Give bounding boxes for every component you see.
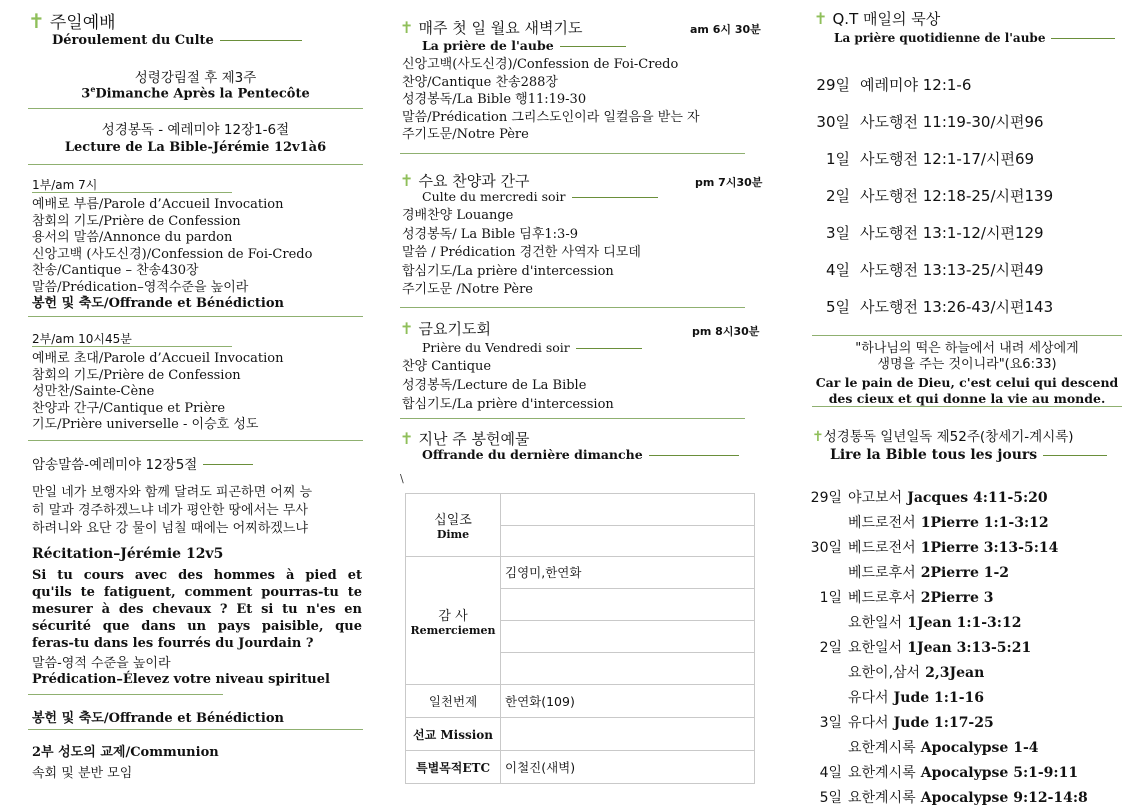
bible-book-ko: 요한일서 bbox=[848, 615, 903, 631]
week-num: 3 bbox=[81, 86, 91, 102]
column-daily-reading bbox=[800, 0, 1135, 806]
table-cell bbox=[501, 589, 755, 621]
dawn-title-ko: 매주 첫 일 월요 새벽기도 bbox=[418, 19, 583, 37]
bible-item bbox=[800, 760, 1088, 785]
divider bbox=[28, 729, 363, 730]
fri-header bbox=[400, 318, 491, 339]
fri-title-fr-row bbox=[422, 340, 642, 355]
bible-day: 1일 bbox=[819, 590, 842, 606]
verse-line: qu'ils te fatiguent, comment pourras-tu te bbox=[32, 585, 362, 600]
divider bbox=[812, 406, 1122, 407]
week-fr: Dimanche Après la Pentecôte bbox=[95, 86, 310, 102]
list-item: 찬송/Cantique – 찬송430장 bbox=[32, 263, 199, 278]
bible-item bbox=[800, 485, 1088, 510]
bible-book-fr: 1Pierre 3:13-5:14 bbox=[920, 540, 1059, 556]
list-item: 말씀/Prédication 그리스도인이라 일컬음을 받는 자 bbox=[402, 109, 700, 125]
qt-text: 사도행전 13:13-25/시편49 bbox=[860, 261, 1044, 279]
qt-header bbox=[814, 8, 940, 29]
bible-book-ko: 요한계시록 bbox=[848, 740, 916, 756]
verse-line: 히 말과 경주하겠느냐 네가 평안한 땅에서는 무사 bbox=[32, 503, 308, 518]
bible-book-fr: 1Jean 3:13-5:21 bbox=[907, 640, 1032, 656]
qt-item bbox=[800, 74, 1120, 111]
cross-icon: ✝ bbox=[400, 429, 414, 448]
qt-day: 1일 bbox=[825, 150, 850, 168]
wed-list bbox=[402, 207, 641, 300]
bible-book-fr: 1Jean 1:1-3:12 bbox=[907, 615, 1022, 631]
table-cell bbox=[501, 621, 755, 653]
list-item: 주기도문 /Notre Père bbox=[402, 282, 533, 297]
qt-text: 사도행전 11:19-30/시편96 bbox=[860, 113, 1044, 131]
sunday-title-fr-row bbox=[52, 33, 302, 48]
wed-title-fr: Culte du mercredi soir bbox=[422, 189, 566, 204]
divider bbox=[32, 346, 232, 347]
bible-item bbox=[800, 535, 1088, 560]
week-title-fr bbox=[28, 84, 363, 101]
fri-list bbox=[402, 357, 614, 414]
divider bbox=[220, 40, 302, 41]
divider bbox=[400, 153, 745, 154]
service2-list bbox=[32, 351, 283, 434]
divider bbox=[576, 348, 642, 349]
bible-fr: Lire la Bible tous les jours bbox=[830, 447, 1038, 463]
bible-list bbox=[800, 485, 1088, 810]
offering-header bbox=[400, 428, 529, 449]
table-cell bbox=[501, 653, 755, 685]
qt-fr-row bbox=[834, 31, 1115, 45]
sunday-header bbox=[28, 8, 116, 33]
bible-book-fr: 2Pierre 1-2 bbox=[920, 565, 1010, 581]
bible-day: 29일 bbox=[810, 490, 842, 506]
divider bbox=[28, 316, 363, 317]
bible-item bbox=[800, 635, 1088, 660]
bible-item bbox=[800, 685, 1088, 710]
divider bbox=[28, 694, 223, 695]
bible-day: 3일 bbox=[819, 715, 842, 731]
bible-book-fr: Apocalypse 9:12-14:8 bbox=[920, 790, 1088, 806]
divider bbox=[28, 440, 363, 441]
qt-text: 사도행전 13:26-43/시편143 bbox=[860, 298, 1054, 316]
list-item: 경배찬양 Louange bbox=[402, 208, 514, 223]
bible-book-ko: 베드로후서 bbox=[848, 565, 916, 581]
wed-time: pm 7시30분 bbox=[695, 176, 763, 189]
bible-book-ko: 베드로전서 bbox=[848, 515, 916, 531]
bible-book-ko: 야고보서 bbox=[848, 490, 903, 506]
qt-item bbox=[800, 296, 1120, 333]
divider bbox=[400, 418, 745, 419]
thanks-ko: 감 사 bbox=[438, 608, 468, 624]
offering-table bbox=[405, 493, 755, 784]
verse-ko: "하나님의 떡은 하늘에서 내려 세상에게 bbox=[855, 341, 1079, 356]
list-item: 말씀/Prédication–영적수준을 높이라 bbox=[32, 279, 249, 295]
list-item: 주기도문/Notre Père bbox=[402, 127, 529, 142]
qt-item bbox=[800, 148, 1120, 185]
list-item: 말씀 / Prédication 경건한 사역자 디모데 bbox=[402, 245, 641, 260]
divider bbox=[572, 197, 658, 198]
bible-item bbox=[800, 710, 1088, 735]
bible-item bbox=[800, 560, 1088, 585]
list-item: 기도/Prière universelle - 이승호 성도 bbox=[32, 417, 259, 432]
week-title-ko: 성령강림절 후 제3주 bbox=[134, 70, 257, 86]
dawn-title-fr-row bbox=[422, 38, 626, 53]
dime-ko: 십일조 bbox=[434, 513, 472, 528]
qt-day: 4일 bbox=[825, 261, 850, 279]
dawn-title-fr: La prière de l'aube bbox=[422, 38, 554, 53]
wed-title-ko: 수요 찬양과 간구 bbox=[418, 172, 530, 190]
list-item: 봉헌 및 축도/Offrande et Bénédiction bbox=[32, 296, 284, 311]
daily-names: 한연화(109) bbox=[501, 685, 755, 718]
bible-book-fr: 1Pierre 1:1-3:12 bbox=[920, 515, 1049, 531]
verse-line: Si tu cours avec des hommes à pied et bbox=[32, 568, 362, 583]
offering-line: 봉헌 및 축도/Offrande et Bénédiction bbox=[32, 711, 284, 726]
cross-icon: ✝ bbox=[814, 9, 828, 28]
recitation-title: Récitation–Jérémie 12v5 bbox=[32, 546, 224, 562]
verse-line: sécurité que dans un pays paisible, que bbox=[32, 619, 362, 634]
bible-book-ko: 유다서 bbox=[848, 690, 889, 706]
table-cell bbox=[501, 526, 755, 557]
qt-day: 2일 bbox=[825, 187, 850, 205]
cross-icon: ✝ bbox=[400, 171, 414, 190]
column-sunday-service bbox=[28, 0, 363, 801]
qt-fr: La prière quotidienne de l'aube bbox=[834, 31, 1046, 45]
dawn-list bbox=[402, 56, 700, 144]
dime-fr: Dime bbox=[436, 528, 470, 541]
offering-title-fr-row bbox=[422, 447, 739, 462]
memory-title: 암송말씀-예레미야 12장5절 bbox=[32, 457, 198, 473]
qt-text: 사도행전 13:1-12/시편129 bbox=[860, 224, 1044, 242]
bible-day: 5일 bbox=[819, 790, 842, 806]
bible-book-ko: 베드로후서 bbox=[848, 590, 916, 606]
divider bbox=[32, 192, 232, 193]
dawn-time: am 6시 30분 bbox=[690, 23, 761, 36]
table-cell bbox=[501, 718, 755, 751]
fri-time: pm 8시30분 bbox=[692, 325, 760, 338]
communion-line: 2부 성도의 교제/Communion bbox=[32, 745, 219, 760]
dime-cell bbox=[406, 494, 501, 557]
sunday-title-ko: 주일예배 bbox=[49, 13, 116, 33]
wed-title-fr-row bbox=[422, 189, 658, 204]
list-item: 신앙고백(사도신경)/Confession de Foi-Credo bbox=[402, 57, 679, 72]
column-weekly-services bbox=[400, 0, 763, 801]
sunday-title-fr: Déroulement du Culte bbox=[52, 33, 214, 48]
daily-label: 일천번제 bbox=[406, 685, 501, 718]
service1-list bbox=[32, 197, 312, 313]
qt-item bbox=[800, 259, 1120, 296]
divider bbox=[560, 46, 626, 47]
service2-time: 2부/am 10시45분 bbox=[32, 332, 132, 346]
bible-book-ko: 요한계시록 bbox=[848, 790, 916, 806]
list-item: 예배로 부름/Parole d’Accueil Invocation bbox=[32, 197, 284, 212]
thanks-fr: Remerciemen bbox=[410, 623, 496, 637]
list-item: 예배로 초대/Parole d’Accueil Invocation bbox=[32, 351, 284, 366]
bible-book-ko: 요한이,삼서 bbox=[848, 665, 921, 681]
list-item: 성경봉독/ La Bible 딤후1:3-9 bbox=[402, 226, 578, 242]
qt-item bbox=[800, 185, 1120, 222]
bible-item bbox=[800, 610, 1088, 635]
bible-fr-row bbox=[830, 447, 1107, 463]
bible-day: 4일 bbox=[819, 765, 842, 781]
special-label: 특별목적ETC bbox=[406, 751, 501, 784]
bible-book-fr: 2Pierre 3 bbox=[920, 590, 994, 606]
bible-item bbox=[800, 785, 1088, 810]
bible-item bbox=[800, 510, 1088, 535]
wed-header bbox=[400, 170, 529, 191]
cross-icon: ✝ bbox=[400, 319, 414, 338]
verse-line: 만일 네가 보행자와 함께 달려도 피곤하면 어찌 능 bbox=[32, 485, 313, 500]
list-item: 성경봉독/La Bible 행11:19-30 bbox=[402, 92, 587, 107]
list-item: 참회의 기도/Prière de Confession bbox=[32, 213, 241, 229]
verse-line: 하려니와 요단 강 물이 넘칠 때에는 어찌하겠느냐 bbox=[32, 521, 308, 536]
bible-book-fr: 2,3Jean bbox=[925, 665, 985, 681]
qt-day: 3일 bbox=[825, 224, 850, 242]
bible-book-ko: 요한계시록 bbox=[848, 765, 916, 781]
memory-verse-ko bbox=[32, 484, 312, 538]
offering-title-ko: 지난 주 봉헌예물 bbox=[418, 430, 530, 448]
reading-title-ko: 성경봉독 - 예레미야 12장1-6절 bbox=[101, 122, 290, 138]
dawn-header bbox=[400, 17, 582, 38]
list-item: 찬양/Cantique 찬송288장 bbox=[402, 74, 558, 90]
verse-line: mesurer à des chevaux ? Et si tu n'es en bbox=[32, 602, 362, 617]
bible-book-fr: Jude 1:17-25 bbox=[893, 715, 994, 731]
divider bbox=[28, 164, 363, 165]
service1-time: 1부/am 7시 bbox=[32, 178, 98, 192]
bible-day: 30일 bbox=[810, 540, 842, 556]
qt-item bbox=[800, 222, 1120, 259]
divider bbox=[400, 307, 745, 308]
mission-label: 선교 Mission bbox=[406, 718, 501, 751]
verse-ko: 생명을 주는 것이니라"(요6:33) bbox=[877, 357, 1057, 372]
special-names: 이철진(새벽) bbox=[501, 751, 755, 784]
divider bbox=[812, 335, 1122, 336]
list-item: 찬양 Cantique bbox=[402, 359, 492, 374]
sermon-fr: Prédication–Élevez votre niveau spirituel bbox=[32, 672, 330, 687]
verse-line: feras-tu dans les fourrés du Jourdain ? bbox=[32, 636, 314, 651]
qt-text: 사도행전 12:18-25/시편139 bbox=[860, 187, 1054, 205]
bible-book-fr: Jude 1:1-16 bbox=[893, 690, 984, 706]
bible-book-fr: Apocalypse 5:1-9:11 bbox=[920, 765, 1079, 781]
verse-fr: Car le pain de Dieu, c'est celui qui descend bbox=[815, 375, 1119, 390]
thanks-names: 김영미,한연화 bbox=[501, 557, 755, 589]
divider bbox=[203, 464, 253, 465]
qt-item bbox=[800, 111, 1120, 148]
meeting-line: 속회 및 분반 모임 bbox=[32, 766, 133, 781]
fri-title-fr: Prière du Vendredi soir bbox=[422, 340, 570, 355]
bible-book-ko: 요한일서 bbox=[848, 640, 903, 656]
bible-item bbox=[800, 660, 1088, 685]
cross-icon: ✝ bbox=[812, 429, 824, 445]
cross-icon: ✝ bbox=[28, 9, 45, 33]
bible-book-ko: 베드로전서 bbox=[848, 540, 916, 556]
bible-book-fr: Apocalypse 1-4 bbox=[920, 740, 1039, 756]
divider bbox=[649, 455, 739, 456]
fri-title-ko: 금요기도회 bbox=[418, 320, 491, 338]
bible-book-ko: 유다서 bbox=[848, 715, 889, 731]
list-item: 합심기도/La prière d'intercession bbox=[402, 263, 614, 279]
list-item: 성경봉독/Lecture de La Bible bbox=[402, 378, 587, 393]
list-item: 참회의 기도/Prière de Confession bbox=[32, 367, 241, 383]
list-item: 성만찬/Sainte-Cène bbox=[32, 384, 155, 399]
verse-fr: des cieux et qui donne la vie au monde. bbox=[828, 391, 1106, 406]
memory-title-row bbox=[32, 453, 253, 473]
divider bbox=[1043, 455, 1107, 456]
divider bbox=[28, 108, 363, 109]
cross-icon: ✝ bbox=[400, 18, 414, 37]
bible-item bbox=[800, 585, 1088, 610]
small-mark: \ bbox=[400, 472, 404, 485]
recitation-text bbox=[32, 567, 362, 652]
offering-title-fr: Offrande du dernière dimanche bbox=[422, 447, 643, 462]
qt-day: 5일 bbox=[825, 298, 850, 316]
sermon-ko: 말씀-영적 수준을 높이라 bbox=[32, 656, 171, 671]
bible-day: 2일 bbox=[819, 640, 842, 656]
list-item: 합심기도/La prière d'intercession bbox=[402, 397, 614, 412]
list-item: 용서의 말씀/Annonce du pardon bbox=[32, 230, 233, 245]
thanks-cell bbox=[406, 557, 501, 685]
qt-text: 예레미야 12:1-6 bbox=[860, 76, 972, 94]
week-sup: e bbox=[90, 84, 96, 94]
qt-day: 29일 bbox=[816, 76, 850, 94]
bible-item bbox=[800, 735, 1088, 760]
list-item: 신앙고백 (사도신경)/Confession de Foi-Credo bbox=[32, 246, 313, 262]
verse-block bbox=[812, 341, 1122, 407]
reading-title-fr: Lecture de La Bible-Jérémie 12v1à6 bbox=[64, 140, 327, 155]
divider bbox=[1051, 38, 1115, 39]
bible-title: 성경통독 일년일독 제52주(창세기-계시록) bbox=[823, 429, 1074, 445]
table-cell bbox=[501, 494, 755, 526]
qt-list bbox=[800, 74, 1120, 333]
bible-book-fr: Jacques 4:11-5:20 bbox=[907, 490, 1048, 506]
qt-day: 30일 bbox=[816, 113, 850, 131]
bible-header bbox=[812, 425, 1074, 445]
list-item: 찬양과 간구/Cantique et Prière bbox=[32, 400, 226, 416]
qt-title: Q.T 매일의 묵상 bbox=[832, 10, 941, 28]
qt-text: 사도행전 12:1-17/시편69 bbox=[860, 150, 1035, 168]
